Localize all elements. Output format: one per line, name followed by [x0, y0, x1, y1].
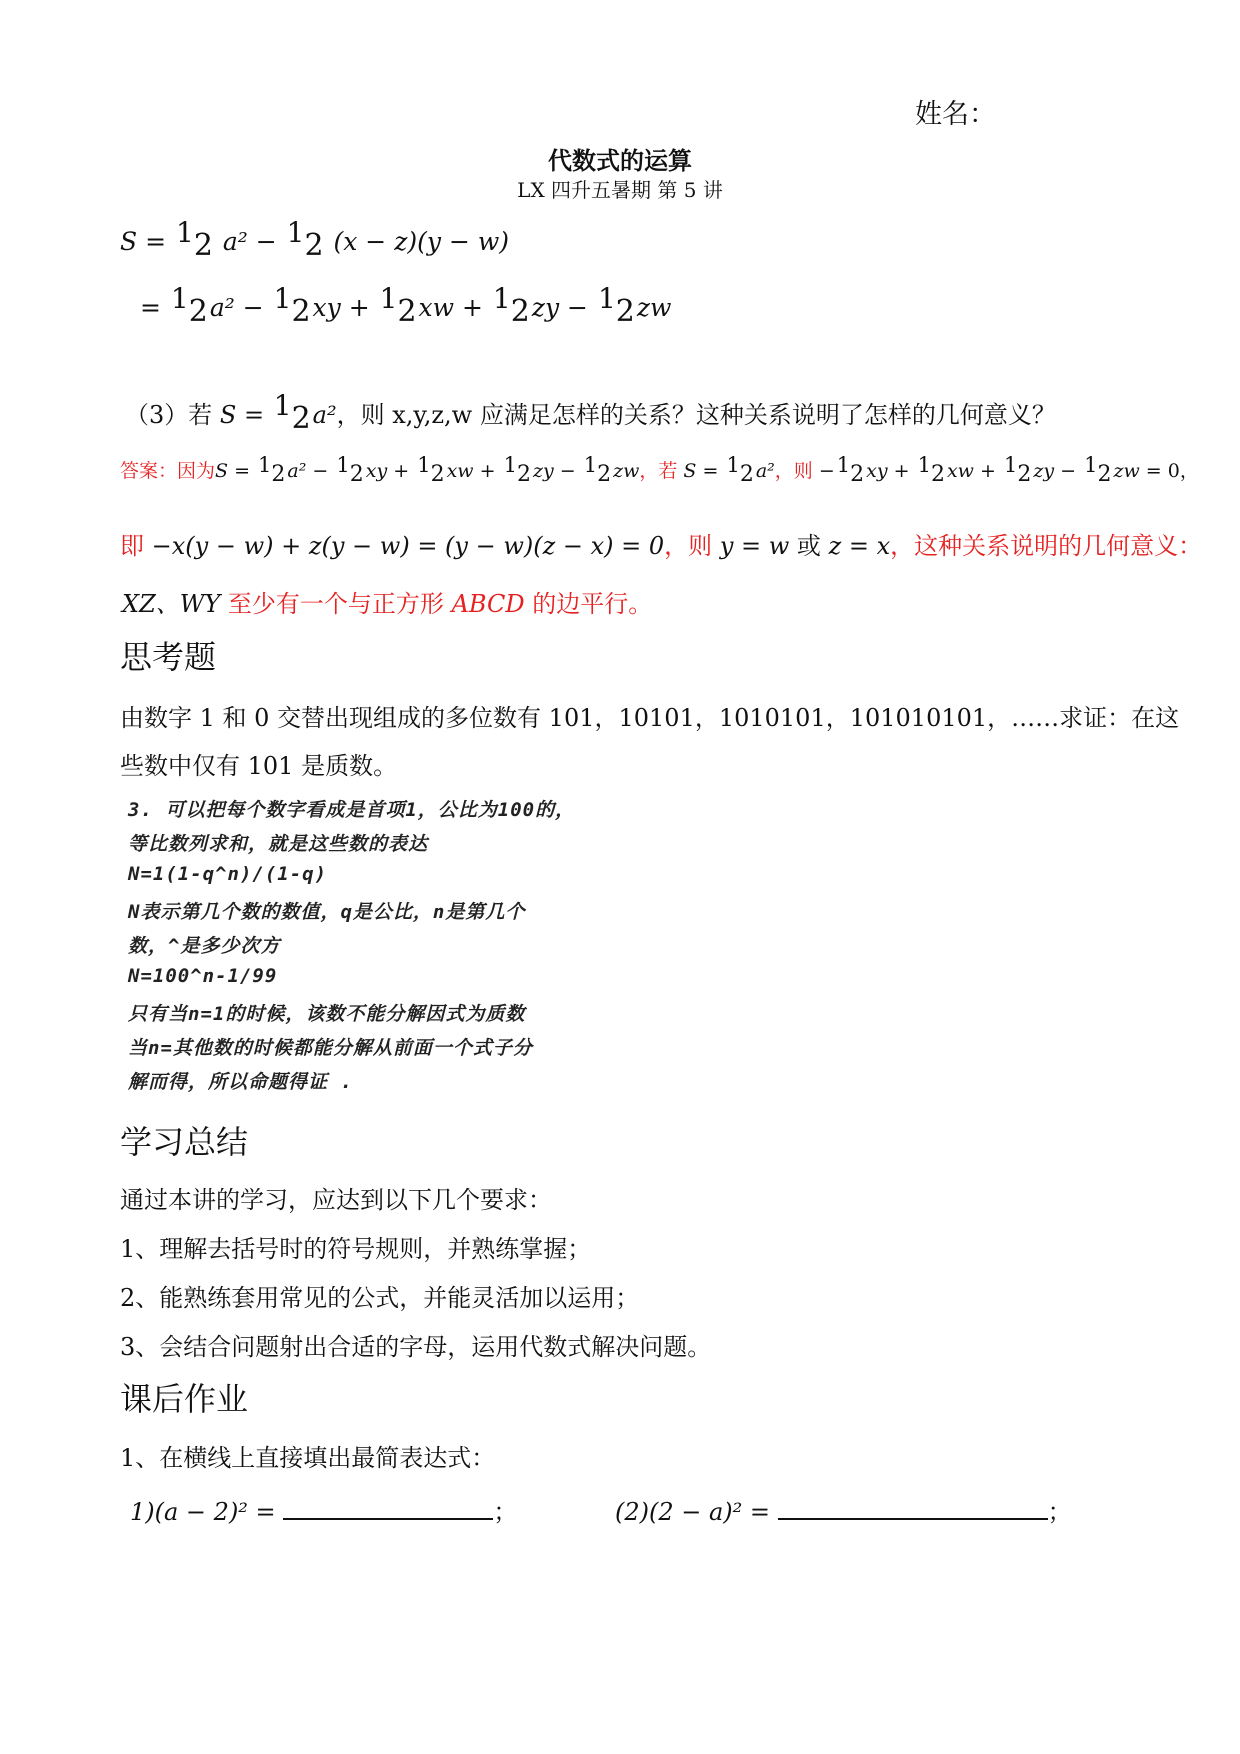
homework-problem-2: (2)(2 − a)² = ； [615, 1498, 1072, 1526]
summary-intro: 通过本讲的学习，应达到以下几个要求： [120, 1186, 552, 1214]
section-heading-summary: 学习总结 [120, 1123, 249, 1161]
page-title: 代数式的运算 [548, 147, 692, 175]
handwritten-line: N=1(1-q^n)/(1-q) [128, 863, 328, 885]
name-label: 姓名： [915, 99, 996, 130]
handwritten-line: N=100^n-1/99 [128, 965, 278, 987]
answer-line-1: 答案：因为S = 1 2 a² − 1 2 xy + 1 2 xw + 1 2 zy − 1 2 zw，若 S = 1 2 a²，则 − 1 2 xy + 1 2 xw + 1 2 zy − 1 2 zw = 0， [120, 453, 1199, 487]
thinking-line-1: 由数字 1 和 0 交替出现组成的多位数有 101，10101，1010101，101010101，……求证：在这 [120, 704, 1180, 732]
answer-blank-1[interactable] [283, 1518, 493, 1520]
handwritten-line: 解而得，所以命题得证 . [128, 1071, 353, 1093]
summary-item: 2、能熟练套用常见的公式，并能灵活加以运用； [120, 1284, 640, 1312]
section-heading-thinking: 思考题 [120, 638, 217, 676]
answer-blank-2[interactable] [778, 1518, 1048, 1520]
homework-instruction: 1、在横线上直接填出最简表达式： [120, 1444, 496, 1472]
handwritten-line: 只有当n=1的时候，该数不能分解因式为质数 [128, 1003, 526, 1025]
thinking-line-2: 些数中仅有 101 是质数。 [120, 752, 398, 780]
question-3: （3）若 S = 1 2 a²，则 x,y,z,w 应满足怎样的关系？这种关系说明了怎样的几何意义？ [125, 389, 1056, 436]
formula-product: (x − z)(y − w) [333, 227, 509, 256]
handwritten-line: 等比数列求和，就是这些数的表达 [128, 833, 429, 855]
handwritten-line: 当n=其他数的时候都能分解从前面一个式子分 [128, 1037, 533, 1059]
page-subtitle: LX 四升五暑期 第 5 讲 [517, 178, 723, 202]
handwritten-line: 3. 可以把每个数字看成是首项1，公比为100的， [128, 799, 576, 821]
handwritten-line: N表示第几个数的数值，q是公比，n是第几个 [128, 901, 526, 923]
formula-s: S [120, 227, 138, 256]
homework-problem-1: 1)(a − 2)² = ； [130, 1498, 518, 1526]
handwritten-line: 数，^是多少次方 [128, 935, 281, 957]
summary-item: 1、理解去括号时的符号规则，并熟练掌握； [120, 1235, 592, 1263]
summary-item: 3、会结合问题射出合适的字母，运用代数式解决问题。 [120, 1333, 712, 1361]
answer-line-3: XZ、WY 至少有一个与正方形 ABCD 的边平行。 [122, 590, 653, 618]
formula-line-2: = 1 2 a² − 1 2 xy + 1 2 xw + 1 2 zy − 1 2 zw [140, 282, 672, 329]
answer-line-2: 即 −x(y − w) + z(y − w) = (y − w)(z − x) = 0，则 y = w 或 z = x，这种关系说明的几何意义： [120, 532, 1203, 560]
section-heading-homework: 课后作业 [120, 1380, 249, 1418]
formula-line-1: S = 1 2 a² − 1 2 (x − z)(y − w) [120, 216, 509, 263]
